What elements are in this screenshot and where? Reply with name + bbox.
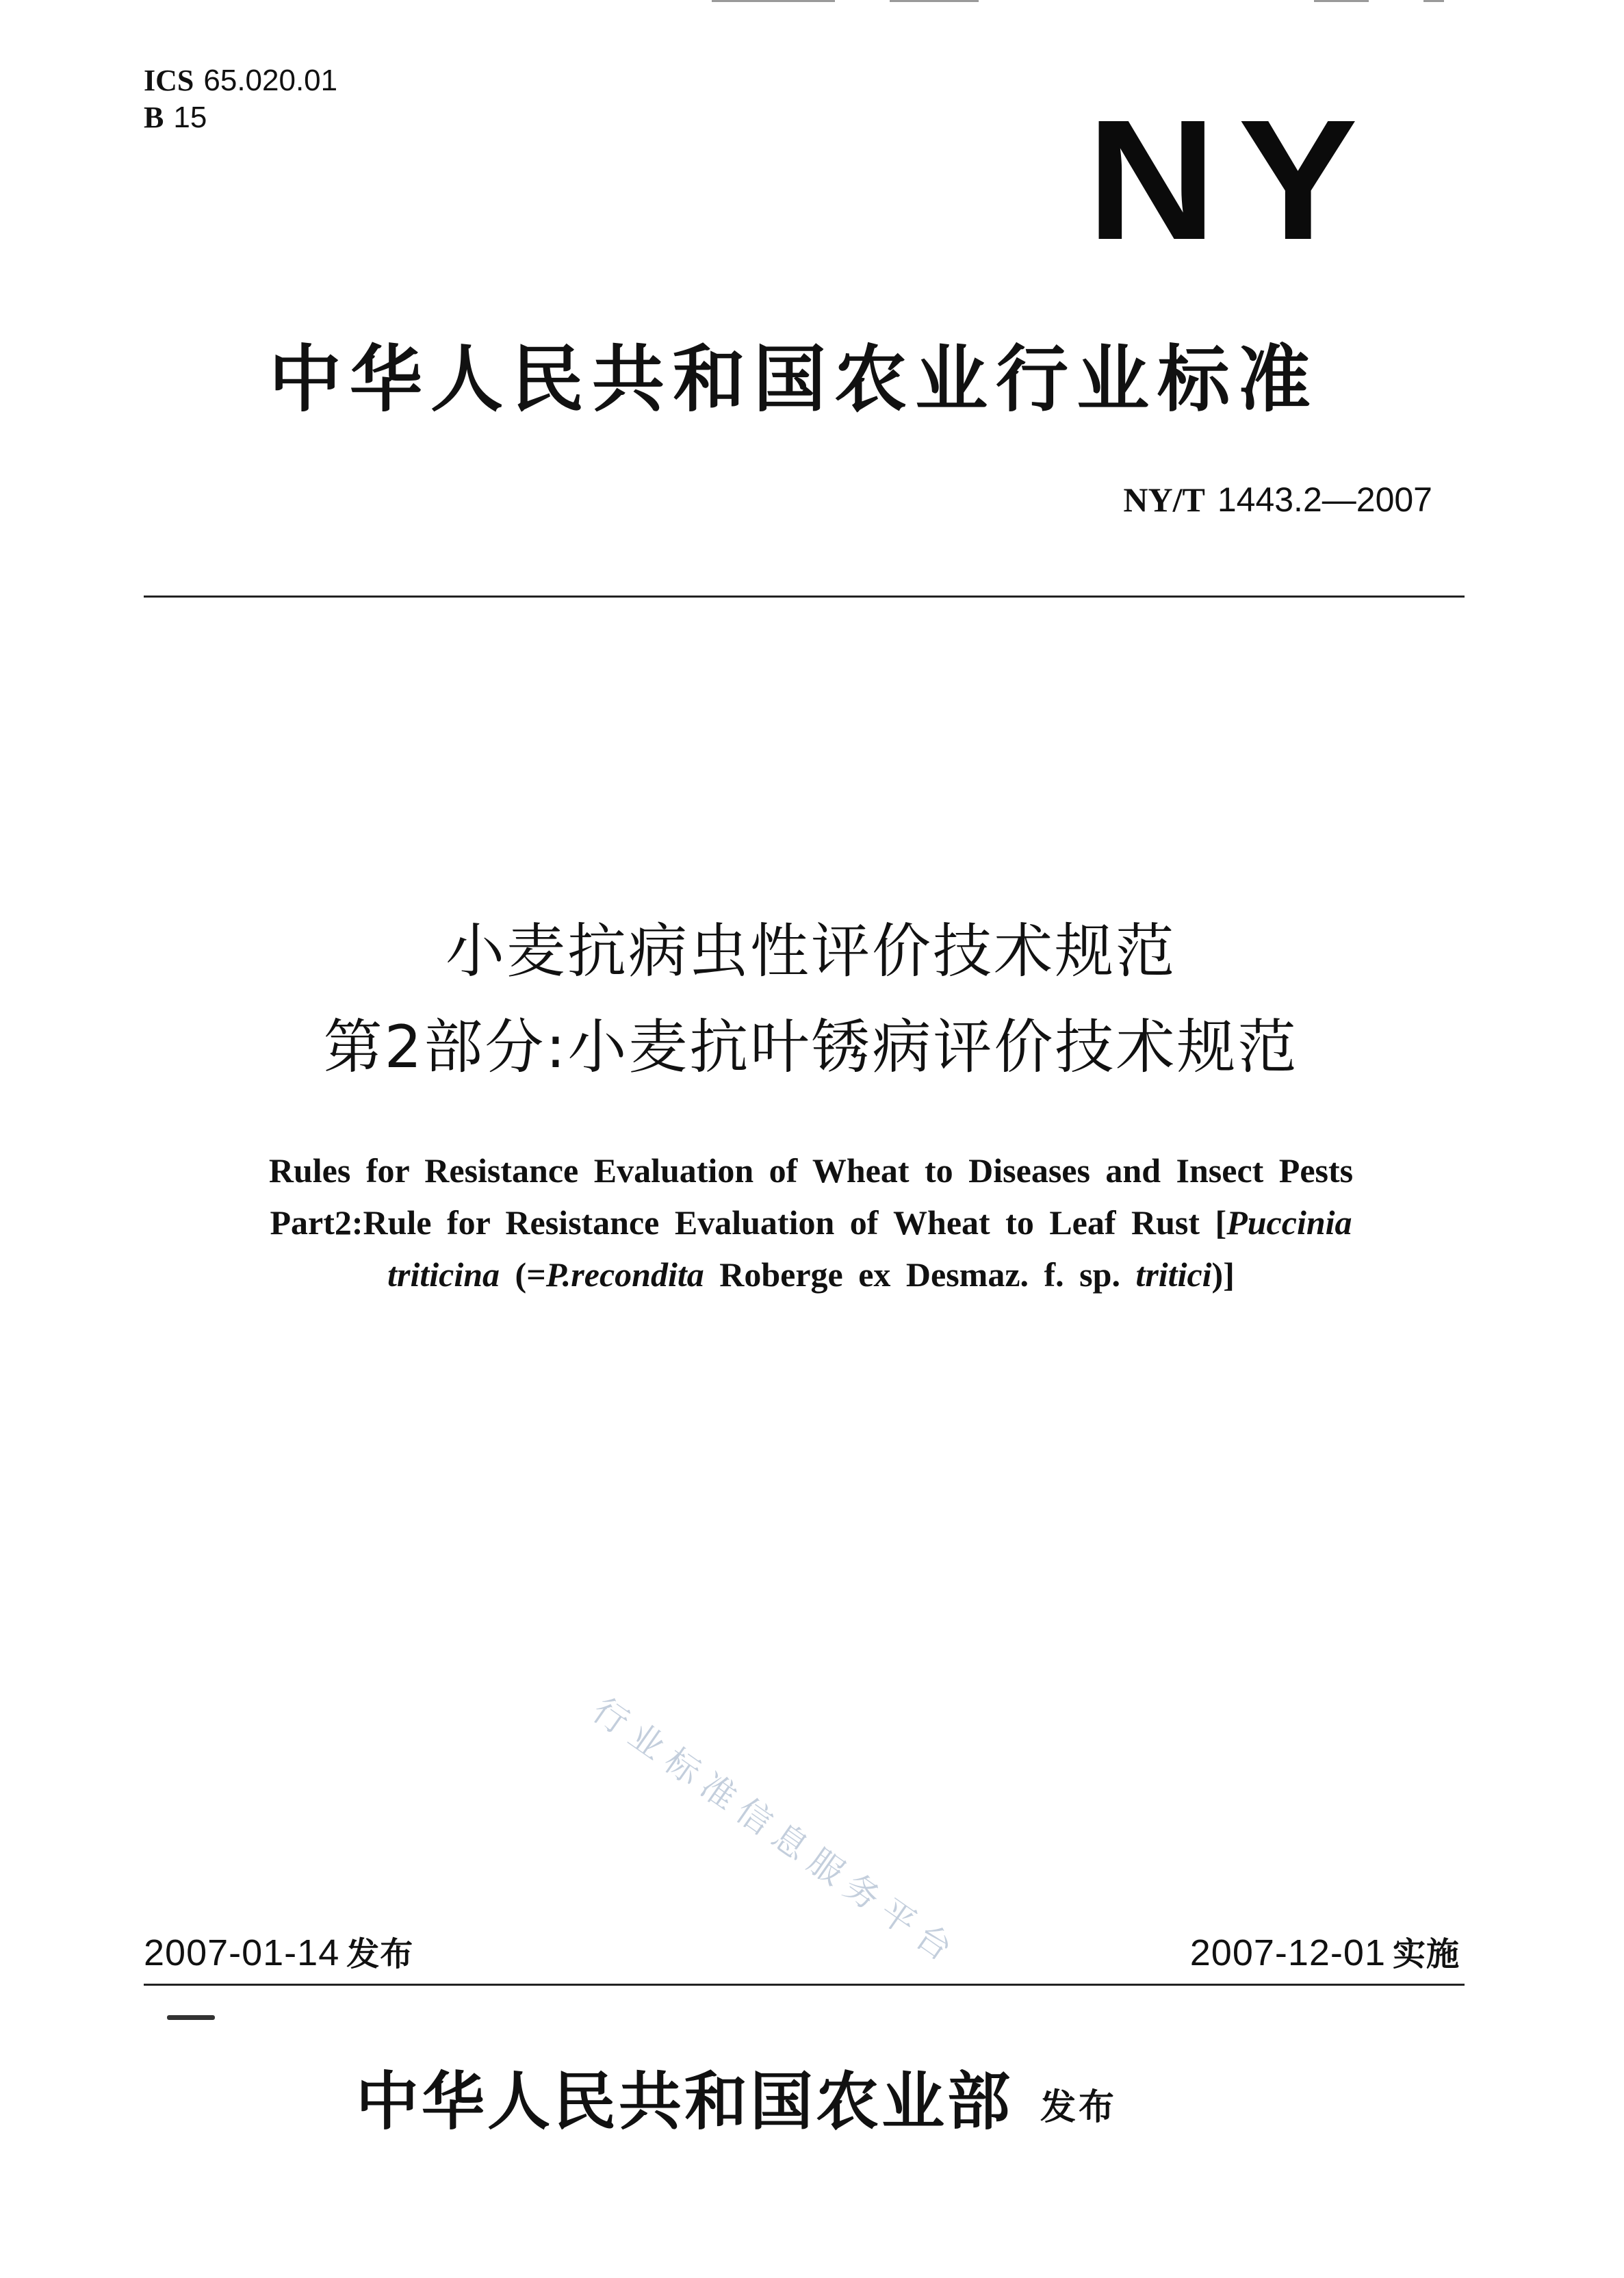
ny-logo: NY (1087, 84, 1380, 275)
effective-date-label: 实施 (1392, 1935, 1460, 1973)
issue-date-value: 2007-01-14 (144, 1932, 340, 1973)
effective-date (1190, 1930, 1460, 1977)
title-en-line3 (130, 1249, 1492, 1301)
synonym-name: P.recondita (545, 1255, 704, 1294)
issuer-name: 中华人民共和国农业部 (356, 2064, 1014, 2138)
issue-date (144, 1930, 413, 1977)
scan-artifact (1423, 0, 1444, 2)
bottom-divider (144, 1984, 1465, 1986)
issue-date-label: 发布 (346, 1935, 414, 1973)
scan-artifact (1314, 0, 1369, 2)
effective-date-value: 2007-12-01 (1189, 1932, 1386, 1973)
title-en-line2 (130, 1196, 1492, 1249)
ccs-value: 15 (173, 101, 207, 134)
standard-number (1123, 479, 1432, 520)
title-en-line1: Rules for Resistance Evaluation of Wheat to Diseases and Insect Pests (268, 1151, 1354, 1190)
watermark: 行业标准信息服务平台 (585, 1690, 967, 1974)
print-mark (167, 2015, 215, 2020)
ics-code (144, 63, 337, 99)
standard-number-prefix: NY/T (1123, 481, 1205, 519)
title-en-line3-text-c: )] (1211, 1255, 1235, 1294)
standard-number-value: 1443.2—2007 (1217, 481, 1432, 519)
scan-artifact (712, 0, 835, 2)
ccs-label: B (144, 101, 164, 134)
title-zh-line2: 第2部分:小麦抗叶锈病评价技术规范 (323, 1013, 1299, 1082)
species-name: triticina (387, 1255, 500, 1294)
title-en-line3-text-b: Roberge ex Desmaz. f. sp. (704, 1255, 1136, 1294)
scan-artifact (890, 0, 979, 2)
title-en-line2-italic: Puccinia (1226, 1203, 1352, 1242)
title-en-line2-text: Part2:Rule for Resistance Evaluation of Wheat to Leaf Rust [ (270, 1203, 1227, 1242)
ccs-code (144, 100, 207, 136)
forma-specialis: tritici (1135, 1255, 1212, 1294)
top-divider (144, 596, 1465, 598)
title-en-line3-text-a: (= (500, 1255, 546, 1294)
standard-type-heading: 中华人民共和国农业行业标准 (269, 337, 1319, 422)
issuer (356, 2053, 1117, 2155)
ics-value: 65.020.01 (203, 64, 338, 97)
ics-label: ICS (144, 64, 194, 97)
issuer-suffix: 发布 (1040, 2087, 1118, 2128)
title-zh-line1: 小麦抗病虫性评价技术规范 (446, 917, 1176, 986)
